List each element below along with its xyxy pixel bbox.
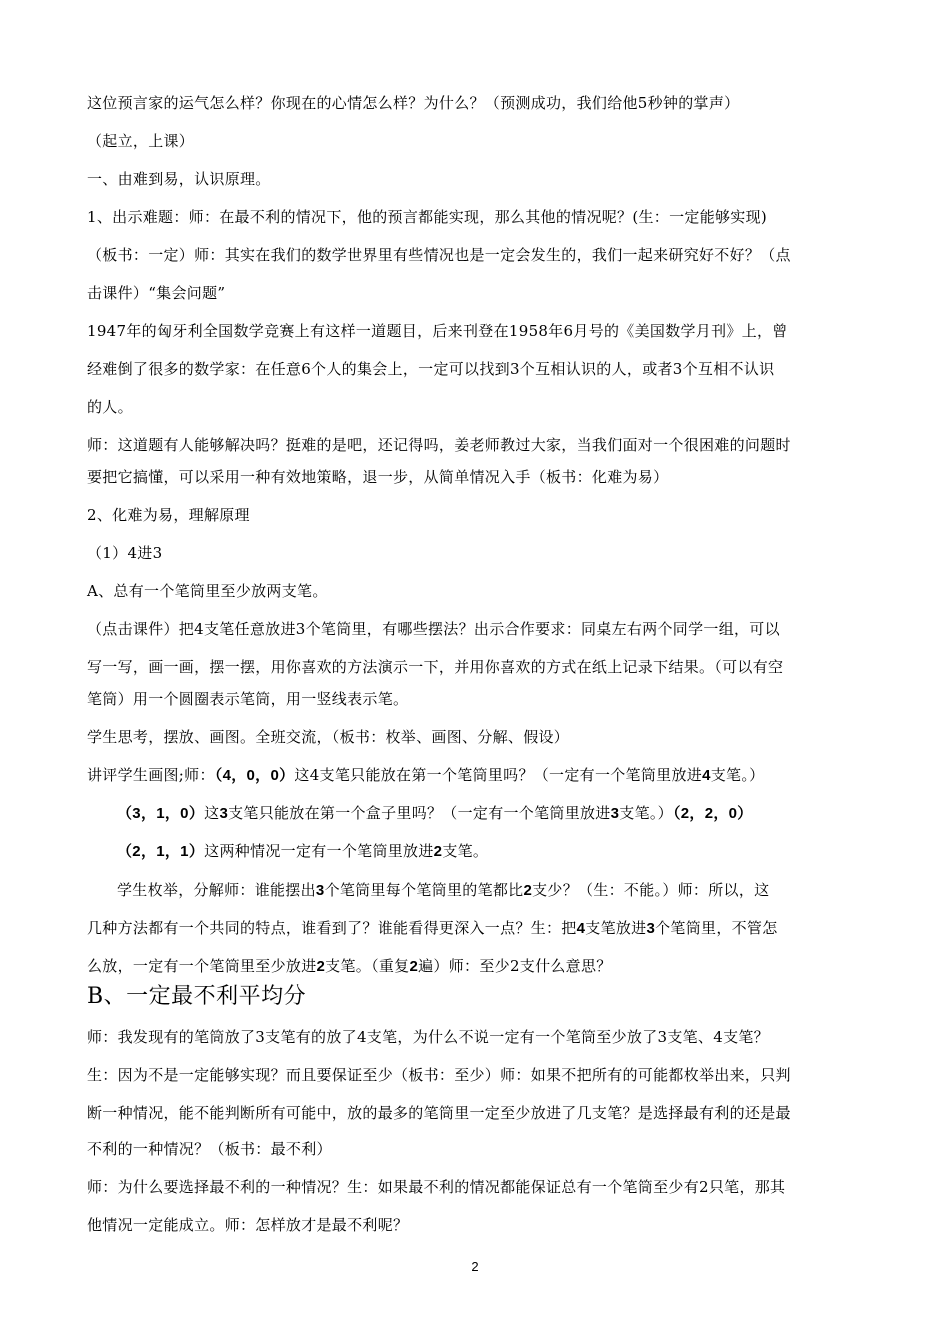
text-run: 这两种情况一定有一个笔筒里放进 <box>204 842 434 860</box>
text-run: 支笔。） <box>619 804 673 822</box>
text-line: （1）4进3 <box>87 544 163 562</box>
text-run: 学生枚举，分解师：谁能摆出 <box>117 881 316 899</box>
text-run: 支笔。（重复 <box>325 957 410 975</box>
text-line: 这位预言家的运气怎么样？你现在的心情怎么样？为什么？（预测成功，我们给他5秒钟的掌声） <box>87 94 740 112</box>
text-run: 支笔。 <box>442 842 489 860</box>
text-line <box>87 765 764 786</box>
text-line: 的人。 <box>87 398 133 416</box>
text-run: 2 <box>523 882 533 899</box>
text-line <box>87 956 612 977</box>
text-run: 这4支笔只能放在第一个笔筒里吗？（一定有一个笔筒里放进 <box>294 766 703 784</box>
text-line: 不利的一种情况？（板书：最不利） <box>87 1140 332 1158</box>
text-run: 3 <box>315 882 325 899</box>
text-line <box>117 880 769 901</box>
text-line: 1947年的匈牙利全国数学竞赛上有这样一道题目，后来刊登在1958年6月号的《美国数学月刊》上，曾 <box>87 322 788 340</box>
subsection-heading: B、一定最不利平均分 <box>87 984 307 1009</box>
text-line: 师：为什么要选择最不利的一种情况？生：如果最不利的情况都能保证总有一个笔筒至少有2只笔，那其 <box>87 1178 786 1196</box>
text-run: 4 <box>576 920 586 937</box>
text-run: 支笔。） <box>710 766 765 784</box>
text-line <box>117 841 488 862</box>
text-line: 1、出示难题：师：在最不利的情况下，他的预言都能实现，那么其他的情况呢？(生：一定能够实现) <box>87 208 768 226</box>
text-line: （起立，上课） <box>87 132 195 150</box>
text-line: 学生思考，摆放、画图。全班交流，（板书：枚举、画图、分解、假设） <box>87 728 570 746</box>
text-run: 2 <box>433 843 443 860</box>
text-run: 支笔只能放在第一个盒子里吗？（一定有一个笔筒里放进 <box>228 804 611 822</box>
page-number: 2 <box>471 1259 479 1274</box>
text-run: 支笔放进 <box>585 919 647 937</box>
text-line: （点击课件）把4支笔任意放进3个笔筒里，有哪些摆法？出示合作要求：同桌左右两个同学一组，可以 <box>87 620 780 638</box>
text-line: （板书：一定）师：其实在我们的数学世界里有些情况也是一定会发生的，我们一起来研究好不好？（点 <box>87 246 791 264</box>
text-run: （2，2，0） <box>672 805 753 822</box>
text-line: 笔筒）用一个圆圈表示笔筒，用一竖线表示笔。 <box>87 690 409 708</box>
text-run: 遍）师：至少2支什么意思？ <box>418 957 612 975</box>
text-line: 经难倒了很多的数学家：在任意6个人的集会上，一定可以找到3个互相认识的人，或者3个互相不认识 <box>87 360 775 378</box>
text-run: （4，0，0） <box>214 767 295 784</box>
section-heading: 一、由难到易，认识原理。 <box>87 170 271 188</box>
text-line: 写一写，画一画，摆一摆，用你喜欢的方法演示一下，并用你喜欢的方式在纸上记录下结果。（可以有空 <box>87 658 784 676</box>
text-run: 3 <box>646 920 656 937</box>
text-run: 么放，一定有一个笔筒里至少放进 <box>87 957 317 975</box>
text-run: 几种方法都有一个共同的特点，谁看到了？谁能看得更深入一点？生：把 <box>87 919 577 937</box>
text-line <box>117 803 753 824</box>
text-run: 讲评学生画图;师： <box>87 766 215 784</box>
text-line: 他情况一定能成立。师：怎样放才是最不利呢？ <box>87 1216 409 1234</box>
text-line: 要把它搞懂，可以采用一种有效地策略，退一步，从简单情况入手（板书：化难为易） <box>87 468 669 486</box>
text-run: 3 <box>610 805 620 822</box>
text-run: 个笔筒里，不管怎 <box>655 919 778 937</box>
text-run: （3，1，0） <box>117 805 205 822</box>
text-run: 4 <box>702 767 711 784</box>
text-line: 生：因为不是一定能够实现？而且要保证至少（板书：至少）师：如果不把所有的可能都枚举出来，只判 <box>87 1066 791 1084</box>
text-line: A、总有一个笔筒里至少放两支笔。 <box>87 582 328 600</box>
text-run: 支少？（生：不能。）师：所以，这 <box>532 881 770 899</box>
text-line <box>87 918 778 939</box>
text-run: 这 <box>204 804 220 822</box>
text-line: 师：我发现有的笔筒放了3支笔有的放了4支笔，为什么不说一定有一个笔筒至少放了3支笔、4支笔？ <box>87 1028 769 1046</box>
text-run: （2，1，1） <box>117 843 205 860</box>
text-run: 个笔筒里每个笔筒里的笔都比 <box>324 881 524 899</box>
text-line: 断一种情况，能不能判断所有可能中，放的最多的笔筒里一定至少放进了几支笔？是选择最有利的还是最 <box>87 1104 791 1122</box>
text-line: 2、化难为易，理解原理 <box>87 506 250 524</box>
text-run: 2 <box>316 958 326 975</box>
text-run: 3 <box>219 805 229 822</box>
text-line: 击课件）“集会问题” <box>87 284 226 302</box>
text-run: 2 <box>409 958 419 975</box>
text-line: 师：这道题有人能够解决吗？挺难的是吧，还记得吗，姜老师教过大家，当我们面对一个很困难的问题时 <box>87 436 791 454</box>
